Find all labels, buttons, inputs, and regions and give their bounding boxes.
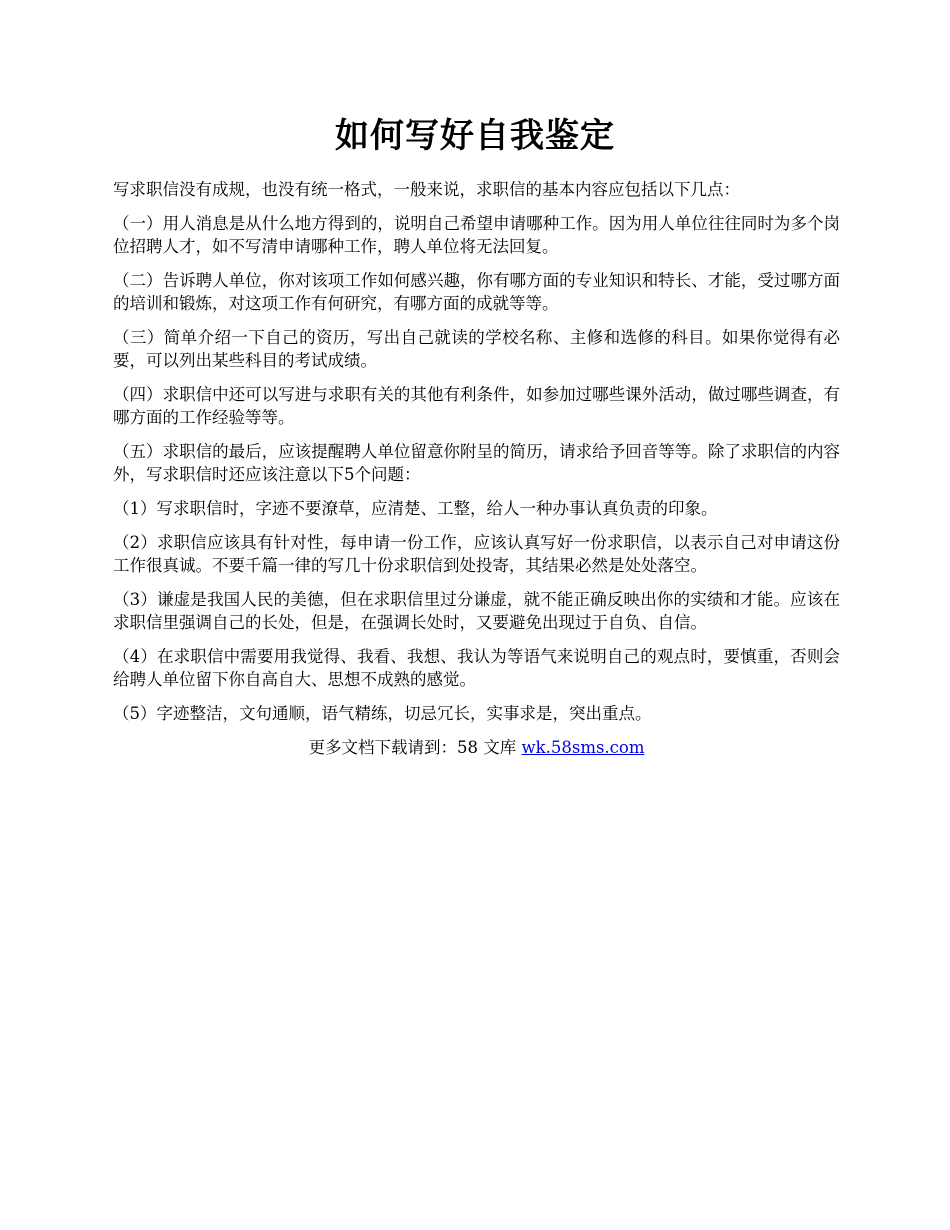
footer-line — [113, 736, 840, 759]
point-paragraph: （4）在求职信中需要用我觉得、我看、我想、我认为等语气来说明自己的观点时，要慎重，否则会给聘人单位留下你自高自大、思想不成熟的感觉。 — [113, 647, 840, 689]
intro-paragraph: 写求职信没有成规，也没有统一格式，一般来说，求职信的基本内容应包括以下几点： — [113, 180, 740, 199]
footer-link[interactable]: wk.58sms.com — [521, 738, 645, 757]
section-paragraph: （一）用人消息是从什么地方得到的，说明自己希望申请哪种工作。因为用人单位往往同时为多个岗位招聘人才，如不写清申请哪种工作，聘人单位将无法回复。 — [113, 214, 840, 256]
point-paragraph: （3）谦虚是我国人民的美德，但在求职信里过分谦虚，就不能正确反映出你的实绩和才能。应该在求职信里强调自己的长处，但是，在强调长处时，又要避免出现过于自负、自信。 — [113, 590, 840, 632]
point-paragraph: （2）求职信应该具有针对性，每申请一份工作，应该认真写好一份求职信，以表示自己对申请这份工作很真诚。不要千篇一律的写几十份求职信到处投寄，其结果必然是处处落空。 — [113, 533, 840, 575]
section-paragraph: （三）简单介绍一下自己的资历，写出自己就读的学校名称、主修和选修的科目。如果你觉得有必要，可以列出某些科目的考试成绩。 — [113, 328, 840, 370]
point-paragraph: （1）写求职信时，字迹不要潦草，应清楚、工整，给人一种办事认真负责的印象。 — [113, 499, 718, 518]
document-title: 如何写好自我鉴定 — [335, 116, 615, 156]
section-paragraph: （二）告诉聘人单位，你对该项工作如何感兴趣，你有哪方面的专业知识和特长、才能，受过哪方面的培训和锻炼，对这项工作有何研究，有哪方面的成就等等。 — [113, 271, 840, 313]
section-paragraph: （五）求职信的最后，应该提醒聘人单位留意你附呈的简历，请求给予回音等等。除了求职信的内容外，写求职信时还应该注意以下5个问题： — [113, 442, 840, 484]
document-body — [113, 178, 840, 759]
section-paragraph: （四）求职信中还可以写进与求职有关的其他有利条件，如参加过哪些课外活动，做过哪些调查，有哪方面的工作经验等等。 — [113, 385, 840, 427]
footer-text: 更多文档下载请到：58 文库 — [308, 738, 522, 757]
point-paragraph: （5）字迹整洁，文句通顺，语气精练，切忌冗长，实事求是，突出重点。 — [113, 704, 652, 723]
